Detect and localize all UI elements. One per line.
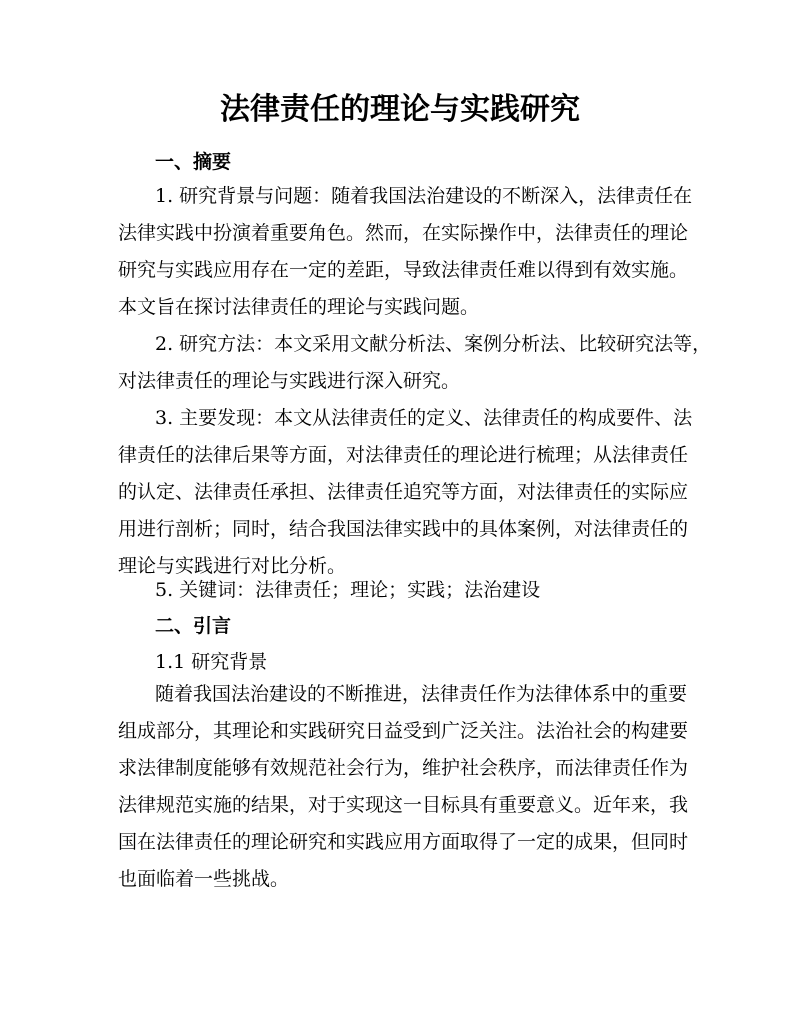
paragraph-line: 理论与实践进行对比分析。 — [118, 555, 347, 577]
paragraph-methods — [118, 326, 712, 400]
paragraph-line: 1. 研究背景与问题：随着我国法治建设的不断深入，法律责任在 — [155, 185, 693, 207]
paragraph-line: 本文旨在探讨法律责任的理论与实践问题。 — [118, 296, 480, 318]
paragraph-line: 2. 研究方法：本文采用文献分析法、案例分析法、比较研究法等， — [155, 333, 712, 355]
paragraph-line: 法律实践中扮演着重要角色。然而，在实际操作中，法律责任的理论 — [118, 222, 689, 244]
paragraph-background — [118, 178, 693, 326]
paragraph-line: 国在法律责任的理论研究和实践应用方面取得了一定的成果，但同时 — [118, 831, 689, 853]
paragraph-line: 法律规范实施的结果，对于实现这一目标具有重要意义。近年来，我 — [118, 794, 689, 816]
document-title: 法律责任的理论与实践研究 — [220, 92, 580, 127]
paragraph-line: 组成部分，其理论和实践研究日益受到广泛关注。法治社会的构建要 — [118, 720, 689, 742]
paragraph-line: 用进行剖析；同时，结合我国法律实践中的具体案例，对法律责任的 — [118, 518, 689, 540]
paragraph-line: 3. 主要发现：本文从法律责任的定义、法律责任的构成要件、法 — [155, 407, 693, 429]
paragraph-line: 律责任的法律后果等方面，对法律责任的理论进行梳理；从法律责任 — [118, 444, 689, 466]
section-heading-abstract: 一、摘要 — [155, 151, 232, 173]
paragraph-line: 的认定、法律责任承担、法律责任追究等方面，对法律责任的实际应 — [118, 481, 689, 503]
paragraph-line: 对法律责任的理论与实践进行深入研究。 — [118, 370, 461, 392]
paragraph-line: 5. 关键词：法律责任；理论；实践；法治建设 — [155, 579, 541, 601]
paragraph-findings — [118, 400, 693, 585]
paragraph-line: 随着我国法治建设的不断推进，法律责任作为法律体系中的重要 — [155, 683, 688, 705]
paragraph-line: 也面临着一些挑战。 — [118, 868, 290, 890]
paragraph-line: 求法律制度能够有效规范社会行为，维护社会秩序，而法律责任作为 — [118, 757, 689, 779]
paragraph-introduction — [118, 676, 690, 898]
paragraph-line: 研究与实践应用存在一定的差距，导致法律责任难以得到有效实施。 — [118, 259, 689, 281]
subsection-heading-background: 1.1 研究背景 — [155, 651, 268, 673]
paragraph-keywords — [118, 572, 690, 609]
section-heading-introduction: 二、引言 — [155, 615, 232, 637]
